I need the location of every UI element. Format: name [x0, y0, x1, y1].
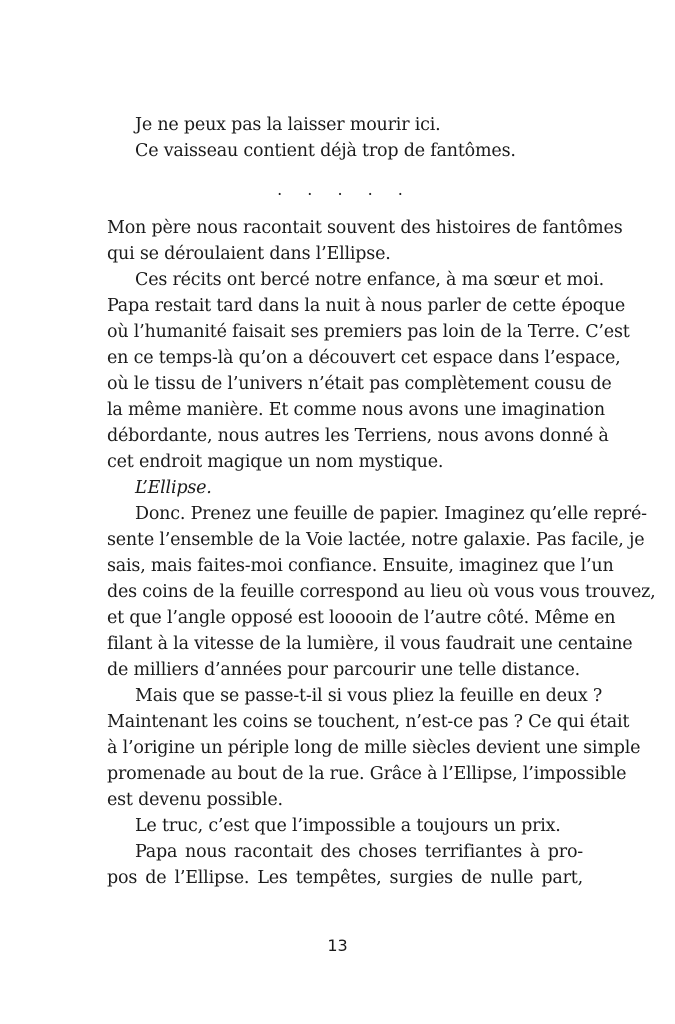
text-line: sente l’ensemble de la Voie lactée, notre galaxie. Pas facile, je [107, 530, 645, 550]
section-break-ornament: . . . . . [277, 180, 413, 199]
text-line: cet endroit magique un nom mystique. [107, 452, 444, 472]
text-line: Papa restait tard dans la nuit à nous parler de cette époque [107, 296, 626, 316]
text-line: Je ne peux pas la laisser mourir ici. [135, 115, 441, 135]
text-line: débordante, nous autres les Terriens, nous avons donné à [107, 426, 609, 446]
text-line: où l’humanité faisait ses premiers pas loin de la Terre. C’est [107, 322, 630, 342]
text-line: est devenu possible. [107, 790, 283, 810]
text-line: Mais que se passe-t-il si vous pliez la feuille en deux ? [135, 686, 603, 706]
text-line: des coins de la feuille correspond au lieu où vous vous trouvez, [107, 582, 656, 602]
text-line: qui se déroulaient dans l’Ellipse. [107, 244, 391, 264]
text-line: Maintenant les coins se touchent, n’est-ce pas ? Ce qui était [107, 712, 630, 732]
text-line: Ce vaisseau contient déjà trop de fantômes. [135, 141, 516, 161]
text-line: Papa nous racontait des choses terrifiantes à pro- [135, 842, 583, 862]
page-number: 13 [327, 936, 348, 955]
text-line: à l’origine un périple long de mille siècles devient une simple [107, 738, 641, 758]
text-line: Le truc, c’est que l’impossible a toujours un prix. [135, 816, 561, 836]
text-line: et que l’angle opposé est looooin de l’autre côté. Même en [107, 608, 616, 628]
text-line: filant à la vitesse de la lumière, il vous faudrait une centaine [107, 634, 633, 654]
text-line: Donc. Prenez une feuille de papier. Imaginez qu’elle repré- [135, 504, 647, 524]
text-line: pos de l’Ellipse. Les tempêtes, surgies de nulle part, [107, 868, 583, 888]
text-line: promenade au bout de la rue. Grâce à l’Ellipse, l’impossible [107, 764, 627, 784]
text-line: sais, mais faites-moi confiance. Ensuite, imaginez que l’un [107, 556, 614, 576]
text-line: en ce temps-là qu’on a découvert cet espace dans l’espace, [107, 348, 621, 368]
text-line: la même manière. Et comme nous avons une imagination [107, 400, 605, 420]
text-line: où le tissu de l’univers n’était pas complètement cousu de [107, 374, 612, 394]
text-line-italic: L’Ellipse. [135, 478, 212, 498]
text-line: de milliers d’années pour parcourir une telle distance. [107, 660, 581, 680]
text-line: Ces récits ont bercé notre enfance, à ma sœur et moi. [135, 270, 604, 290]
text-line: Mon père nous racontait souvent des histoires de fantômes [107, 218, 623, 238]
